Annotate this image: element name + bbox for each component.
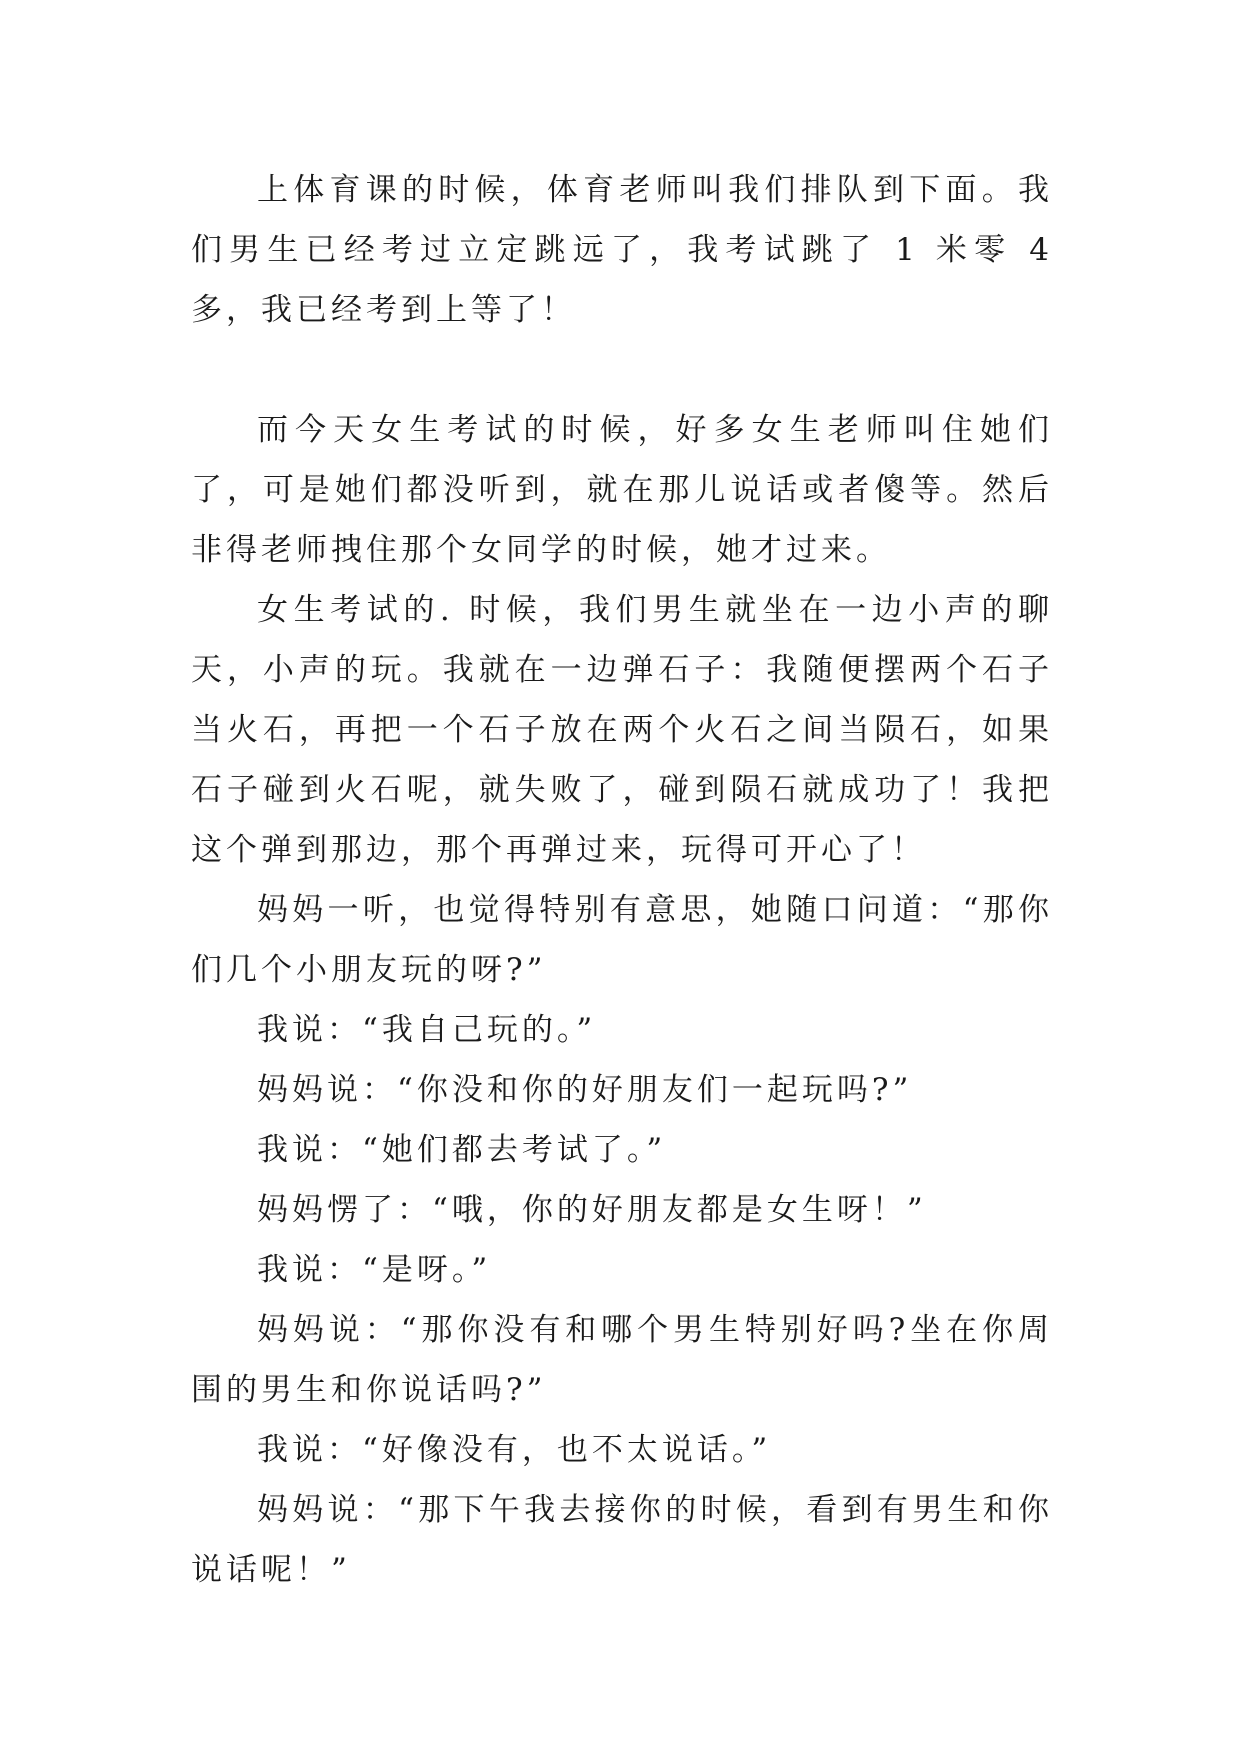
paragraph-dialogue-2: 妈妈说：“你没和你的好朋友们一起玩吗?” xyxy=(257,1072,913,1108)
paragraph-dialogue-4: 妈妈愣了：“哦，你的好朋友都是女生呀！” xyxy=(257,1192,927,1228)
paragraph-pe-class: 上体育课的时候，体育老师叫我们排队到下面。我们男生已经考过立定跳远了，我考试跳了 1 米零 4 多，我已经考到上等了！ xyxy=(191,172,1053,328)
paragraph-flicking-stones: 女生考试的. 时候，我们男生就坐在一边小声的聊天，小声的玩。我就在一边弹石子：我随便摆两个石子当火石，再把一个石子放在两个火石之间当陨石，如果石子碰到火石呢，就失败了，碰到陨石就成功了！我把这个弹到那边，那个再弹过来，玩得可开心了！ xyxy=(191,592,1053,868)
paragraph-dialogue-7: 我说：“好像没有，也不太说话。” xyxy=(257,1432,772,1468)
paragraph-dialogue-6: 妈妈说：“那你没有和哪个男生特别好吗?坐在你周围的男生和你说话吗?” xyxy=(191,1312,1053,1408)
paragraph-dialogue-1: 我说：“我自己玩的。” xyxy=(257,1012,597,1048)
document-body xyxy=(191,160,1053,1600)
paragraph-dialogue-5: 我说：“是呀。” xyxy=(257,1252,492,1288)
paragraph-dialogue-8: 妈妈说：“那下午我去接你的时候，看到有男生和你说话呢！” xyxy=(191,1492,1053,1588)
paragraph-dialogue-3: 我说：“她们都去考试了。” xyxy=(257,1132,667,1168)
paragraph-girls-exam: 而今天女生考试的时候，好多女生老师叫住她们了，可是她们都没听到，就在那儿说话或者傻等。然后非得老师拽住那个女同学的时候，她才过来。 xyxy=(191,412,1053,568)
paragraph-mom-asks: 妈妈一听，也觉得特别有意思，她随口问道：“那你们几个小朋友玩的呀?” xyxy=(191,892,1053,988)
